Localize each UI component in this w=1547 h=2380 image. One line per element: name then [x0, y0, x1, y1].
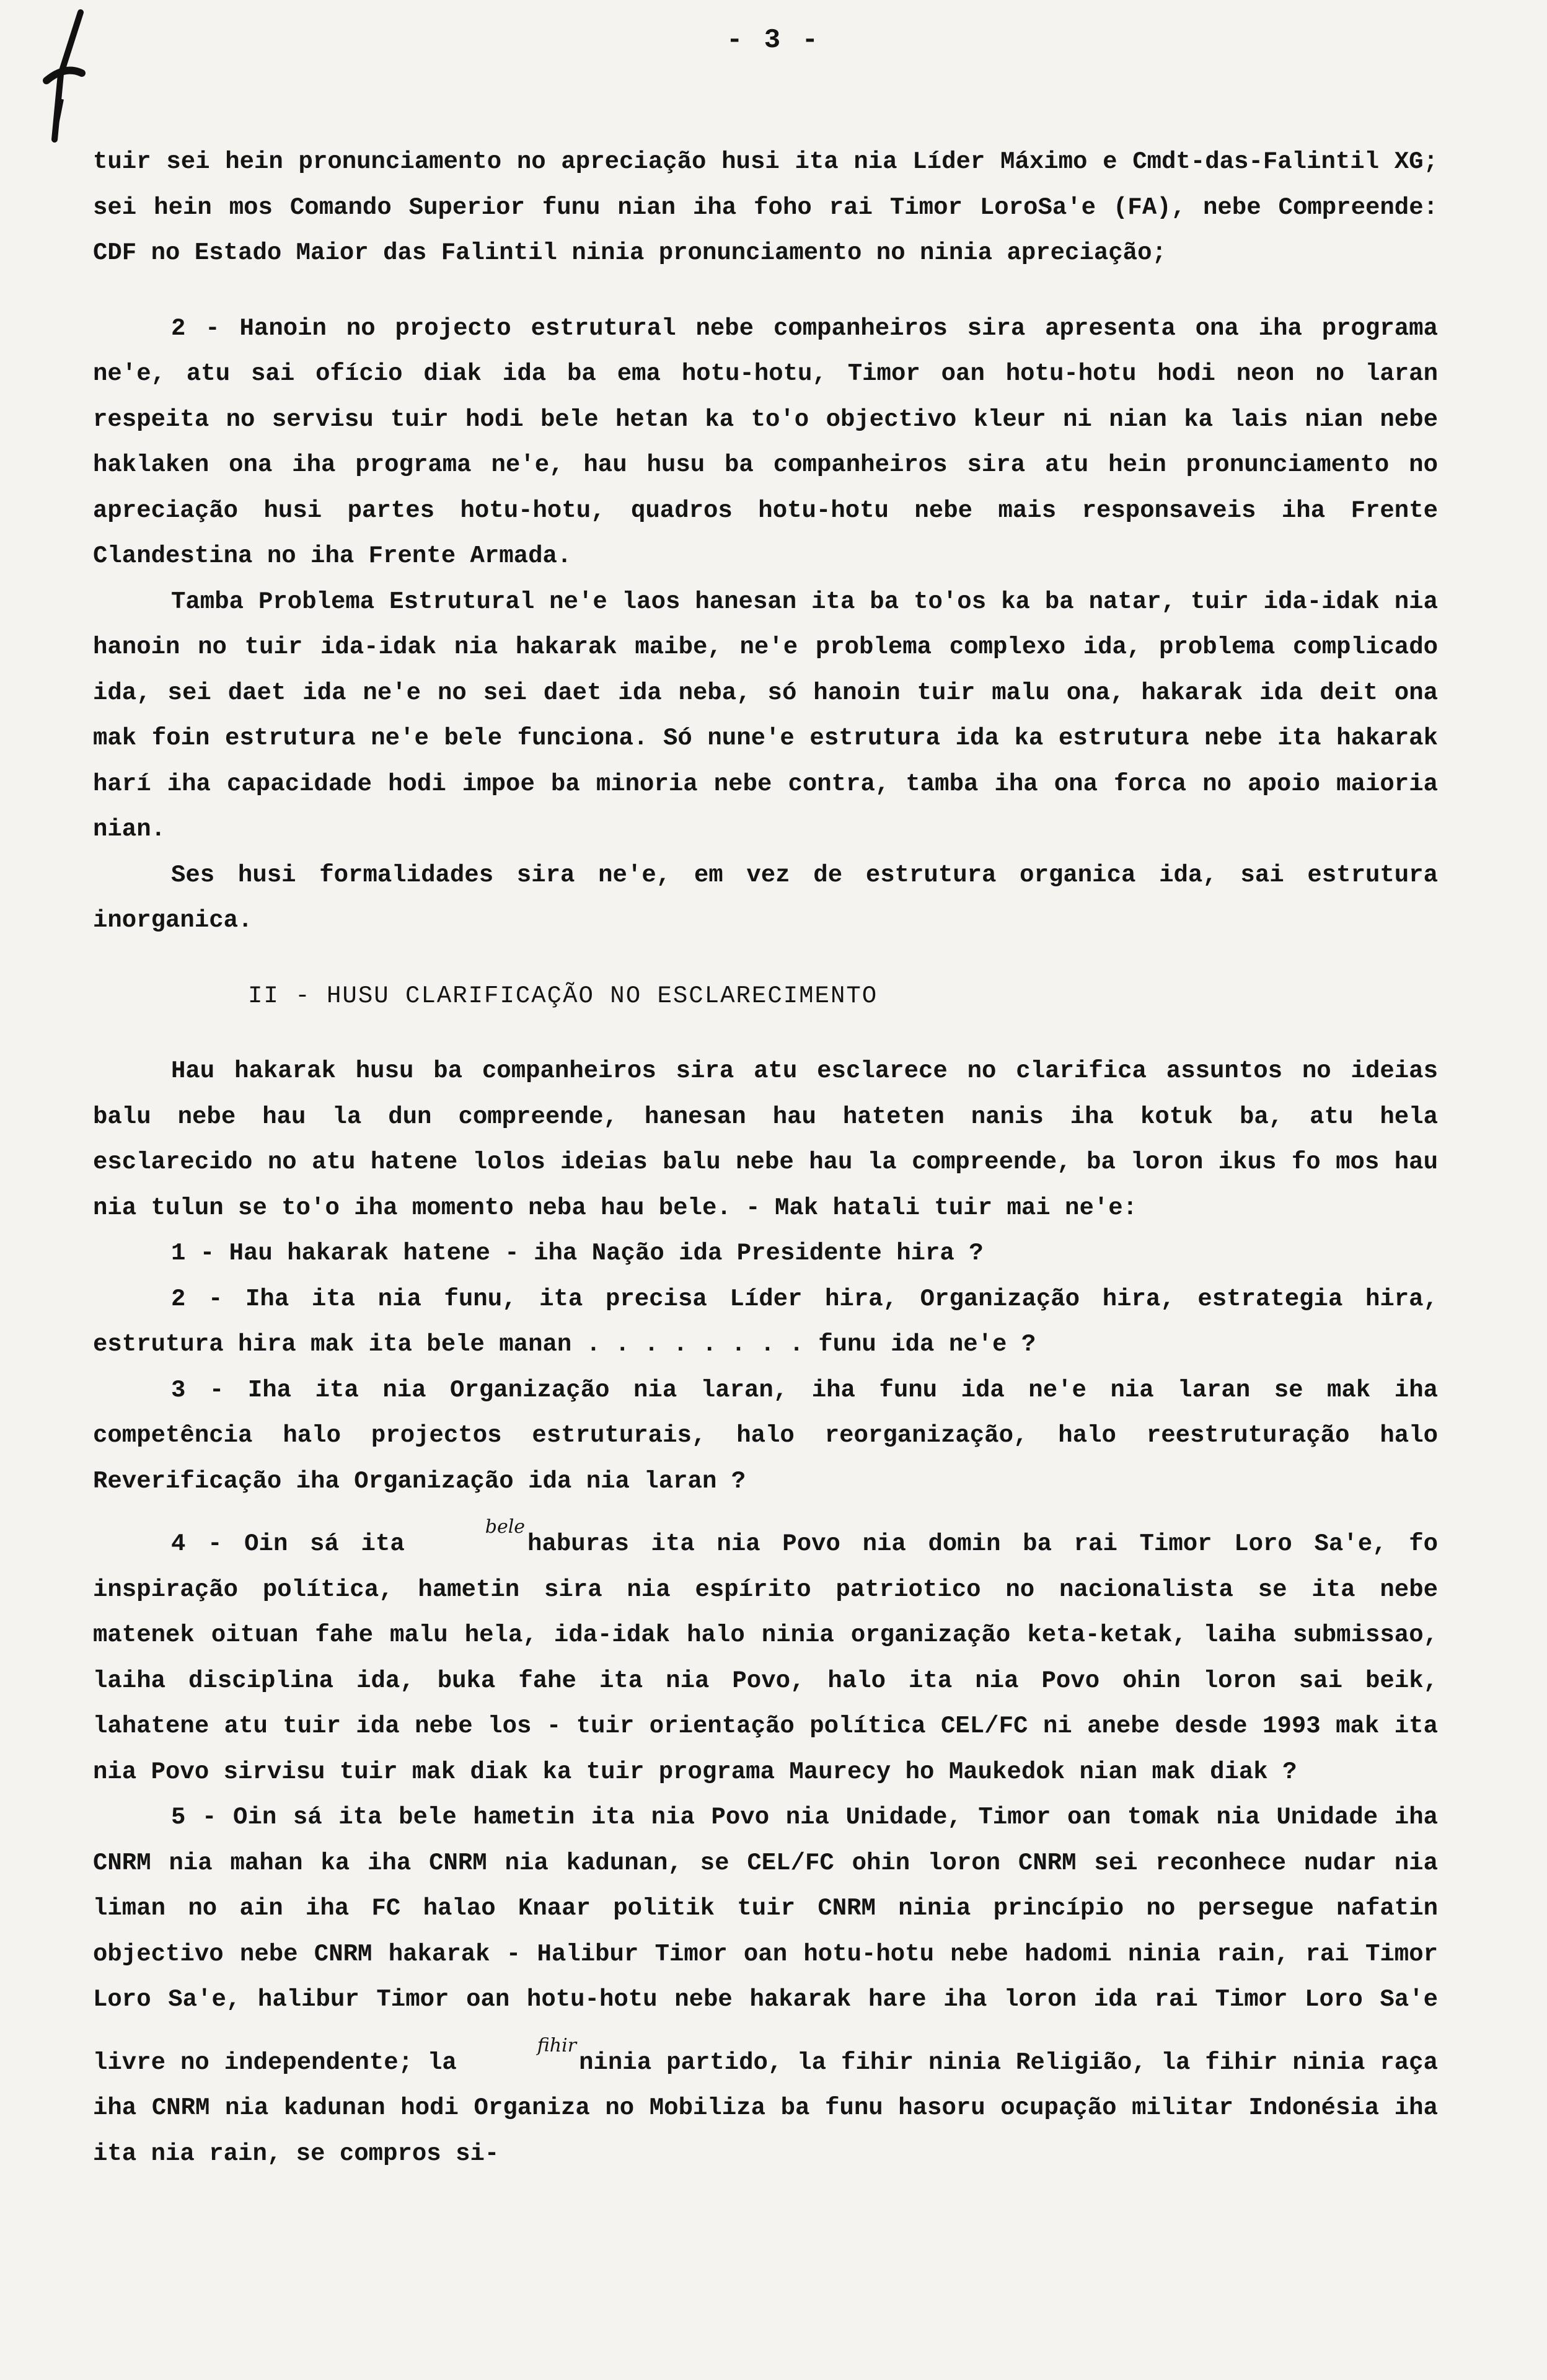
paragraph-structural-problem: Tamba Problema Estrutural ne'e laos hanesan ita ba to'os ka ba natar, tuir ida-idak nia hanoin no tuir ida-idak nia hakarak maibe, ne'e problema complexo ida, problema complicado ida, sei daet ida ne'e no sei daet ida neba, só hanoin tuir malu ona, hakarak ida deit ona mak foin estrutura ne'e bele funciona. Só nune'e estrutura ida ka estrutura nebe ita hakarak harí iha capacidade hodi impoe ba minoria nebe contra, tamba iha ona forca no apoio maioria nian. [93, 588, 1438, 843]
section-intro: Hau hakarak husu ba companheiros sira atu esclarece no clarifica assuntos no ideias balu nebe hau la dun compreende, hanesan hau hateten nanis iha kotuk ba, atu hela esclarecido no atu hatene lolos ideias balu nebe hau la compreende, ba loron ikus fo mos hau nia tulun se to'o iha momento neba hau bele. - Mak hatali tuir mai ne'e: [93, 1057, 1438, 1222]
paragraph-formalities: Ses husi formalidades sira ne'e, em vez de estrutura organica ida, sai estrutura inorganica. [93, 861, 1438, 934]
document-body [93, 139, 1438, 2177]
section-heading: II - HUSU CLARIFICAÇÃO NO ESCLARECIMENTO [248, 982, 878, 1010]
question-2: 2 - Iha ita nia funu, ita precisa Líder hira, Organização hira, estrategia hira, estrutura hira mak ita bele manan . . . . . . . . funu ida ne'e ? [93, 1285, 1438, 1358]
page-number: - 3 - [726, 25, 821, 56]
question-4-part-b: haburas ita nia Povo nia domin ba rai Timor Loro Sa'e, fo inspiração política, hametin sira nia espírito patriotico no nacionalista se ita nebe matenek oituan fahe malu hela, ida-idak halo ninia organização keta-ketak, laiha submissao, laiha disciplina ida, buka fahe ita nia Povo, halo ita nia Povo ohin loron sai beik, lahatene atu tuir ida nebe los - tuir orientação política CEL/FC ni anebe desde 1993 mak ita nia Povo sirvisu tuir mak diak ka tuir programa Maurecy ho Maukedok nian mak diak ? [93, 1530, 1438, 1786]
question-5-part-b: ninia partido, la fihir ninia Religião, la fihir ninia raça iha CNRM nia kadunan hodi Organiza no Mobiliza ba funu hasoru ocupação militar Indonésia iha ita nia rain, se compros si- [93, 2048, 1438, 2167]
question-5 [93, 1795, 1438, 2177]
question-4-part-a: 4 - Oin sá ita [171, 1530, 405, 1558]
handwritten-insertion: fihir [537, 2034, 577, 2056]
question-5-part-a: 5 - Oin sá ita bele hametin ita nia Povo nia Unidade, Timor oan tomak nia Unidade iha CNRM nia mahan ka iha CNRM nia kadunan, se CEL/FC ohin loron CNRM sei reconhece nudar nia liman no ain iha FC halao Knaar politik tuir CNRM ninia princípio no persegue nafatin objectivo nebe CNRM hakarak - Halibur Timor oan hotu-hotu nebe hadomi ninia rain, rai Timor Loro Sa'e, halibur Timor oan hotu-hotu nebe hakarak hare iha loron ida rai Timor Loro Sa'e livre no independente; la [93, 1804, 1438, 2076]
question-4 [93, 1504, 1438, 1795]
paragraph-item-2: 2 - Hanoin no projecto estrutural nebe companheiros sira apresenta ona iha programa ne'e, atu sai ofício diak ida ba ema hotu-hotu, Timor oan hotu-hotu hodi neon no laran respeita no servisu tuir hodi bele hetan ka to'o objectivo kleur ni nian ka lais nian nebe haklaken ona iha programa ne'e, hau husu ba companheiros sira atu hein pronunciamento no apreciação husi partes hotu-hotu, quadros hotu-hotu nebe mais responsaveis iha Frente Clandestina no iha Frente Armada. [93, 314, 1438, 570]
question-3: 3 - Iha ita nia Organização nia laran, iha funu ida ne'e nia laran se mak iha competência halo projectos estruturais, halo reorganização, halo reestruturação halo Reverificação iha Organização ida nia laran ? [93, 1376, 1438, 1495]
handwritten-insertion: bele [485, 1516, 526, 1538]
paragraph-continuation: tuir sei hein pronunciamento no apreciação husi ita nia Líder Máximo e Cmdt-das-Falintil XG; sei hein mos Comando Superior funu nian iha foho rai Timor LoroSa'e (FA), nebe Compreende: CDF no Estado Maior das Falintil ninia pronunciamento no ninia apreciação; [93, 148, 1438, 267]
question-1: 1 - Hau hakarak hatene - iha Nação ida Presidente hira ? [171, 1240, 984, 1267]
